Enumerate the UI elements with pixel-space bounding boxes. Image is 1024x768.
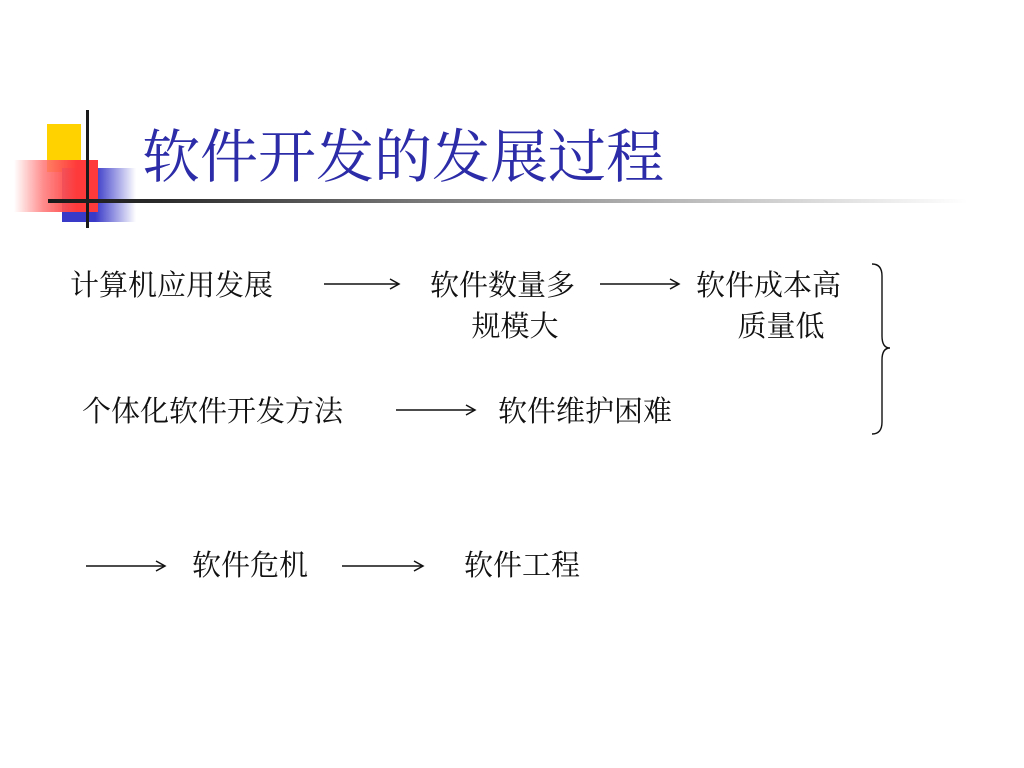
arrow-5 [342, 558, 428, 574]
arrow-4 [86, 558, 170, 574]
right-brace [862, 262, 892, 438]
cause-individual-dev-method: 个体化软件开发方法 [82, 394, 344, 428]
cause-computer-application: 计算机应用发展 [70, 268, 274, 302]
result-high-cost: 软件成本高 [696, 268, 842, 302]
arrow-1 [324, 276, 404, 292]
software-crisis: 软件危机 [192, 548, 309, 582]
title-underline-rule [48, 199, 968, 203]
software-engineering: 软件工程 [464, 548, 581, 582]
result-low-quality: 质量低 [737, 309, 825, 343]
slide-title: 软件开发的发展过程 [142, 123, 665, 191]
effect-large-scale: 规模大 [471, 309, 559, 343]
arrow-3 [396, 402, 480, 418]
effect-maintenance-difficulty: 软件维护困难 [498, 394, 673, 428]
arrow-2 [600, 276, 684, 292]
effect-software-quantity: 软件数量多 [430, 268, 576, 302]
vertical-rule-decoration [86, 110, 89, 228]
